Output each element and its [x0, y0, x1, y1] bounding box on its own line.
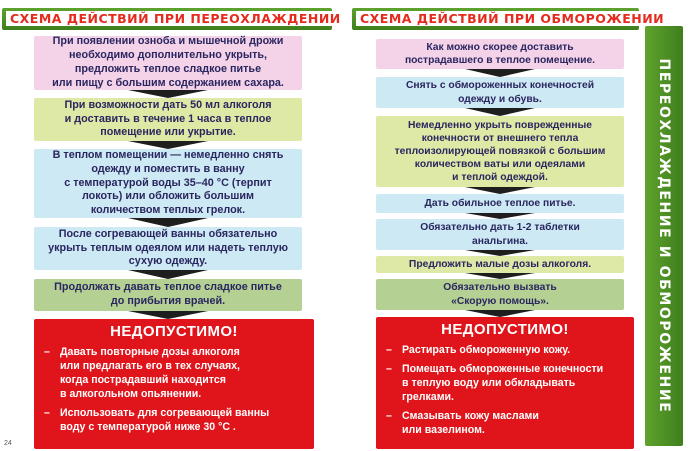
left-step-4 — [34, 227, 302, 270]
right-step-3 — [376, 116, 624, 187]
right-step-7-line: Обязательно вызвать — [443, 282, 557, 294]
right-step-5 — [376, 219, 624, 250]
right-step-3-line: и теплой одеждой. — [452, 172, 548, 184]
left-step-2-line: помещение или укрытие. — [100, 126, 236, 139]
left-step-3 — [34, 149, 302, 218]
right-step-3-line: конечности от внешнего тепла — [421, 132, 579, 144]
right-warning-box — [376, 317, 634, 449]
left-step-3-line: одежду и поместить в ванну — [91, 162, 245, 175]
left-step-1-line: необходимо дополнительно укрыть, — [68, 49, 267, 62]
left-step-5-line: до прибытия врачей. — [110, 295, 226, 307]
left-warning-line: когда пострадавший находится — [60, 373, 226, 386]
left-step-2 — [34, 98, 302, 141]
right-panel-header-text: СХЕМА ДЕЙСТВИЙ ПРИ ОБМОРОЖЕНИИ — [356, 11, 668, 26]
side-title-bar — [645, 26, 683, 446]
right-step-6-line: Предложить малые дозы алкоголя. — [408, 258, 592, 270]
right-flow-arrow — [465, 310, 535, 317]
right-warning-line: – Помещать обмороженные конечности — [402, 362, 604, 375]
right-step-3-line: Немедленно укрыть поврежденные — [407, 119, 593, 131]
left-panel-header — [2, 8, 341, 30]
left-warning-list — [34, 346, 314, 435]
left-flow-arrow — [128, 90, 208, 98]
right-step-5-line: анальгина. — [472, 235, 528, 247]
right-step-4-line: Дать обильное теплое питье. — [424, 197, 576, 209]
left-warning-title: НЕДОПУСТИМО! — [110, 323, 238, 340]
right-step-1-line: пострадавшего в теплое помещение. — [404, 55, 596, 66]
left-warning-line: – Использовать для согревающей ванны — [60, 406, 270, 419]
left-step-1-line: предложить теплое сладкое питье — [74, 63, 262, 75]
right-warning-title: НЕДОПУСТИМО! — [441, 321, 569, 338]
left-warning-box — [34, 319, 314, 449]
side-title: ПЕРЕОХЛАЖДЕНИЕ И ОБМОРОЖЕНИЕ — [656, 58, 672, 414]
right-step-3-line: количеством ваты или одеялами — [414, 159, 586, 171]
left-step-1-line: или пищу с большим содержанием сахара. — [52, 76, 284, 89]
left-flow-arrow — [128, 311, 208, 319]
right-step-1 — [376, 39, 624, 69]
left-step-3-line: локоть) или обложить большим — [81, 190, 255, 203]
right-warning-item — [402, 344, 628, 358]
right-panel-header — [352, 8, 665, 30]
right-warning-line: в теплую воду или обкладывать — [402, 376, 576, 389]
right-step-7 — [376, 279, 624, 310]
left-warning-line: воду с температурой ниже 30 °С . — [60, 420, 236, 433]
left-step-5 — [34, 279, 302, 311]
left-step-4-line: сухую одежду. — [128, 255, 208, 268]
left-warning-item — [60, 346, 308, 402]
left-step-1 — [34, 36, 302, 90]
left-warning-line: или предлагать его в тех случаях, — [60, 359, 240, 372]
left-step-3-line: количеством теплых грелок. — [90, 204, 246, 217]
page-number: 24 — [4, 440, 12, 447]
right-step-4 — [376, 194, 624, 213]
left-warning-line: – Давать повторные дозы алкоголя — [60, 346, 240, 358]
left-step-3-line: с температурой воды 35–40 °С (терпит — [64, 176, 272, 189]
left-step-2-line: и доставить в течение 1 часа в теплое — [64, 112, 272, 125]
right-flow-arrow — [465, 108, 535, 116]
right-warning-item — [402, 363, 628, 405]
left-panel-header-text: СХЕМА ДЕЙСТВИЙ ПРИ ПЕРЕОХЛАЖДЕНИИ — [6, 11, 345, 26]
left-flow-arrow — [128, 270, 208, 279]
right-warning-item — [402, 410, 628, 438]
right-warning-line: или вазелином. — [402, 423, 485, 436]
left-step-3-line: В теплом помещении — немедленно снять — [52, 148, 284, 161]
right-step-3-line: теплоизолирующей повязкой с большим — [394, 145, 606, 157]
right-flow-arrow — [465, 69, 535, 77]
right-flow-arrow — [465, 187, 535, 194]
right-step-7-line: «Скорую помощь». — [451, 295, 549, 307]
left-step-5-line: Продолжать давать теплое сладкое питье — [54, 281, 282, 294]
left-flow-arrow — [128, 141, 208, 149]
left-warning-item — [60, 407, 308, 435]
left-warning-line: в алкогольном опьянении. — [60, 387, 202, 400]
right-step-1-line: Как можно скорее доставить — [426, 41, 574, 53]
right-step-2-line: одежду и обувь. — [458, 93, 542, 105]
right-warning-line: – Смазывать кожу маслами — [402, 409, 539, 422]
left-step-1-line: При появлении озноба и мышечной дрожи — [52, 35, 284, 48]
left-flow-arrow — [128, 218, 208, 227]
left-step-4-line: укрыть теплым одеялом или надеть теплую — [48, 241, 288, 254]
right-step-2-line: Снять с обмороженных конечностей — [405, 80, 595, 92]
right-warning-line: – Растирать обмороженную кожу. — [402, 344, 571, 356]
right-step-5-line: Обязательно дать 1-2 таблетки — [420, 222, 580, 234]
right-warning-line: грелками. — [402, 390, 454, 403]
left-step-2-line: При возможности дать 50 мл алкоголя — [64, 98, 272, 111]
right-step-6 — [376, 256, 624, 273]
right-step-2 — [376, 77, 624, 108]
right-warning-list — [376, 344, 634, 438]
left-step-4-line: После согревающей ванны обязательно — [58, 227, 278, 240]
left-panel — [2, 8, 341, 433]
